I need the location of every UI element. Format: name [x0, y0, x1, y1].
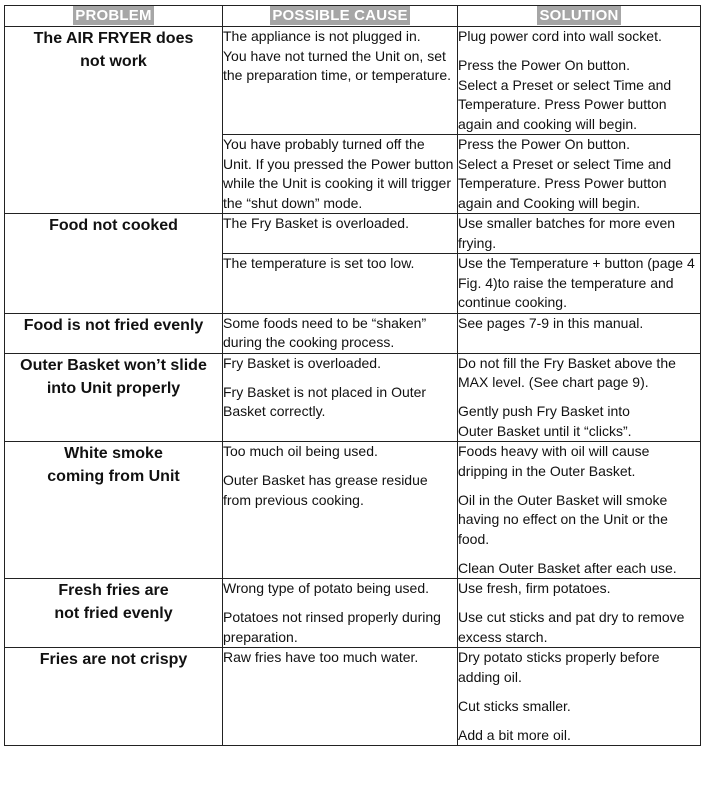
solution-text: Add a bit more oil.: [458, 726, 571, 743]
solution-text: [458, 56, 700, 134]
cause-text: [223, 27, 457, 86]
cause-cell: [223, 27, 458, 135]
solution-line: Gently push Fry Basket into: [458, 403, 630, 419]
table-body: [5, 27, 701, 746]
solution-cell: [458, 254, 701, 314]
cause-cell: [223, 648, 458, 746]
header-solution: [458, 6, 701, 27]
cause-cell: [223, 214, 458, 254]
solution-text: Use fresh, firm potatoes.: [458, 580, 611, 596]
problem-text: Fries are not crispy: [39, 651, 188, 668]
header-problem-label: PROBLEM: [75, 7, 152, 24]
table-row: [5, 313, 701, 353]
solution-text: Clean Outer Basket after each use.: [458, 559, 677, 576]
solution-cell: [458, 648, 701, 746]
cause-cell: [223, 135, 458, 214]
cause-line: You have not turned the Unit on, set the preparation time, or temperature.: [223, 47, 452, 83]
solution-cell: [458, 27, 701, 135]
cause-text: Outer Basket has grease residue from previous cooking.: [223, 472, 428, 508]
table-row: [5, 214, 701, 254]
problem-cell: [5, 648, 223, 746]
header-cause-label: POSSIBLE CAUSE: [272, 7, 408, 24]
table-row: [5, 442, 701, 579]
header-solution-label: SOLUTION: [539, 7, 619, 24]
cause-text: Wrong type of potato being used.: [223, 580, 429, 596]
cause-text: You have probably turned off the Unit. If you pressed the Power button while the Unit is cooking it will trigger the “shut down” mode.: [223, 136, 454, 211]
solution-text: Use the Temperature + button (page 4 Fig. 4)to raise the temperature and continue cooking.: [458, 255, 695, 310]
solution-line: Outer Basket until it “clicks”.: [458, 422, 632, 439]
problem-text: Food is not fried evenly: [23, 316, 204, 334]
cause-text: Some foods need to be “shaken” during the cooking process.: [223, 314, 427, 350]
solution-line: Press the Power On button.: [458, 57, 630, 73]
cause-cell: [223, 313, 458, 353]
solution-text: Dry potato sticks properly before adding oil.: [458, 649, 660, 685]
table-row: [5, 27, 701, 135]
solution-cell: [458, 353, 701, 442]
table-row: [5, 648, 701, 746]
solution-text: Use cut sticks and pat dry to remove excess starch.: [458, 609, 685, 645]
solution-text: Foods heavy with oil will cause dripping in the Outer Basket.: [458, 443, 650, 479]
table-row: [5, 353, 701, 442]
solution-line: Press the Power On button.: [458, 136, 630, 152]
solution-text: Oil in the Outer Basket will smoke having no effect on the Unit or the food.: [458, 491, 668, 547]
problem-cell: [5, 353, 223, 442]
cause-text: Fry Basket is overloaded.: [223, 354, 381, 371]
cause-text: Fry Basket is not placed in Outer Basket correctly.: [223, 383, 427, 419]
problem-cell: [5, 579, 223, 648]
problem-text: Fresh fries are: [58, 582, 169, 599]
problem-text: not fried evenly: [54, 605, 173, 622]
problem-text: White smoke: [64, 445, 163, 462]
solution-text: Cut sticks smaller.: [458, 697, 571, 714]
cause-cell: [223, 442, 458, 579]
cause-line: The appliance is not plugged in.: [223, 28, 421, 44]
cause-text: The temperature is set too low.: [223, 255, 415, 271]
troubleshooting-table: [4, 5, 701, 746]
solution-text: [458, 135, 700, 213]
problem-cell: [5, 442, 223, 579]
problem-text: Outer Basket won’t slide: [20, 356, 207, 374]
solution-cell: [458, 313, 701, 353]
solution-line: Select a Preset or select Time and Temperature. Press Power button again and cooking will begin.: [458, 76, 672, 132]
solution-text: Use smaller batches for more even frying.: [458, 215, 676, 251]
cause-text: Too much oil being used.: [223, 443, 378, 459]
problem-cell: [5, 214, 223, 314]
problem-text: into Unit properly: [46, 379, 181, 397]
problem-text: The AIR FRYER does: [33, 30, 194, 47]
cause-text: The Fry Basket is overloaded.: [223, 215, 409, 231]
problem-cell: [5, 27, 223, 214]
problem-text: not work: [80, 53, 147, 70]
solution-line: Select a Preset or select Time and Temperature. Press Power button again and Cooking will begin.: [458, 155, 672, 211]
solution-cell: [458, 442, 701, 579]
solution-text: Do not fill the Fry Basket above the MAX level. (See chart page 9).: [458, 354, 676, 390]
problem-cell: [5, 313, 223, 353]
header-cause: [223, 6, 458, 27]
cause-text: Potatoes not rinsed properly during preparation.: [223, 609, 441, 645]
cause-cell: [223, 254, 458, 314]
header-row: [5, 6, 701, 27]
table-row: [5, 579, 701, 648]
solution-cell: [458, 579, 701, 648]
solution-cell: [458, 214, 701, 254]
cause-text: Raw fries have too much water.: [223, 649, 419, 665]
solution-text: Plug power cord into wall socket.: [458, 28, 662, 44]
cause-cell: [223, 353, 458, 442]
cause-cell: [223, 579, 458, 648]
header-problem: [5, 6, 223, 27]
solution-cell: [458, 135, 701, 214]
problem-text: Food not cooked: [49, 217, 178, 234]
solution-text: See pages 7-9 in this manual.: [458, 314, 644, 331]
problem-text: coming from Unit: [47, 468, 180, 485]
solution-text: [458, 402, 700, 441]
